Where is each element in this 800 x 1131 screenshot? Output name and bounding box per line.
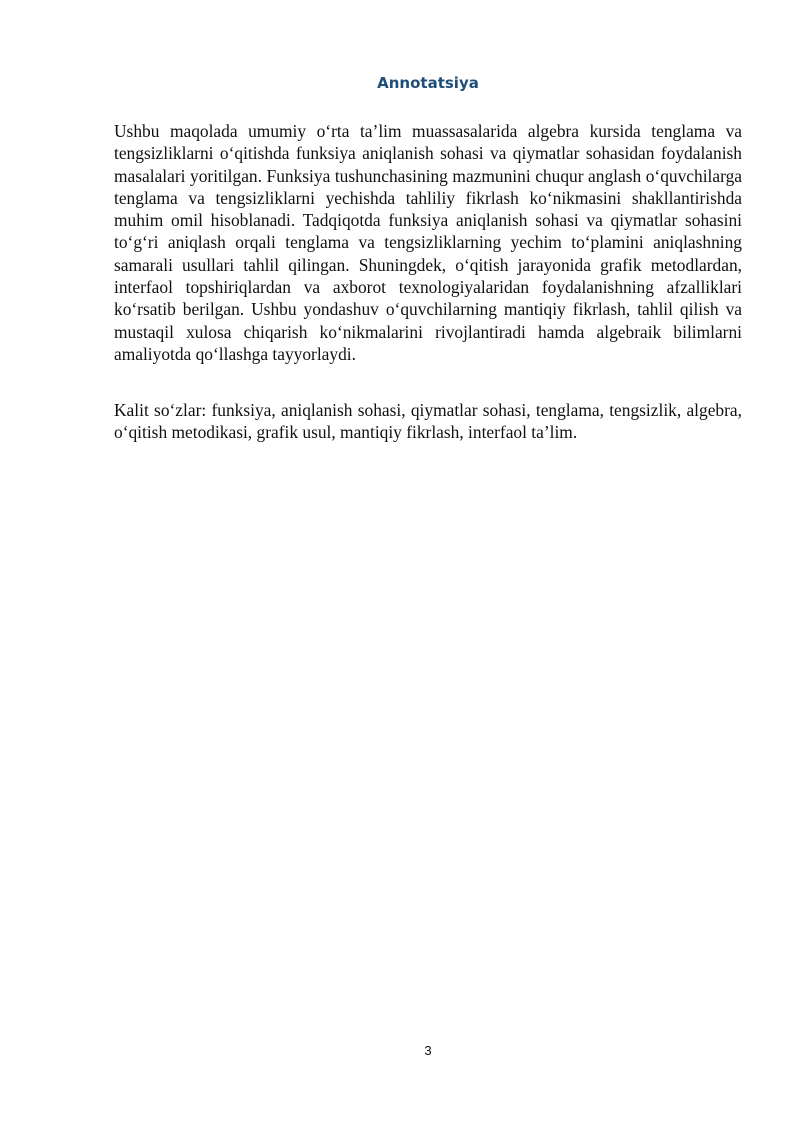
keywords-paragraph: Kalit so‘zlar: funksiya, aniqlanish sohasi, qiymatlar sohasi, tenglama, tengsizlik, algebra, o‘qitish metodikasi, grafik usul, mantiqiy fikrlash, interfaol ta’lim.	[114, 400, 742, 443]
document-title: Annotatsiya	[377, 74, 479, 92]
page-number: 3	[424, 1043, 432, 1058]
abstract-paragraph: Ushbu maqolada umumiy o‘rta ta’lim muassasalarida algebra kursida tenglama va tengsizliklarni o‘qitishda funksiya aniqlanish sohasi va qiymatlar sohasidan foydalanish masalalari yoritilgan. Funksiya tushunchasining mazmunini chuqur anglash o‘quvchilarga tenglama va tengsizliklarni yechishda tahliliy fikrlash ko‘nikmasini shakllantirishda muhim omil hisoblanadi. Tadqiqotda funksiya aniqlanish sohasi va qiymatlar sohasini to‘g‘ri aniqlash orqali tenglama va tengsizliklarning yechim to‘plamini aniqlashning samarali usullari tahlil qilingan. Shuningdek, o‘qitish jarayonida grafik metodlardan, interfaol topshiriqlardan va axborot texnologiyalaridan foydalanishning afzalliklari ko‘rsatib berilgan. Ushbu yondashuv o‘quvchilarning mantiqiy fikrlash, tahlil qilish va mustaqil xulosa chiqarish ko‘nikmalarini rivojlantiradi hamda algebraik bilimlarni amaliyotda qo‘llashga tayyorlaydi.	[114, 121, 742, 364]
